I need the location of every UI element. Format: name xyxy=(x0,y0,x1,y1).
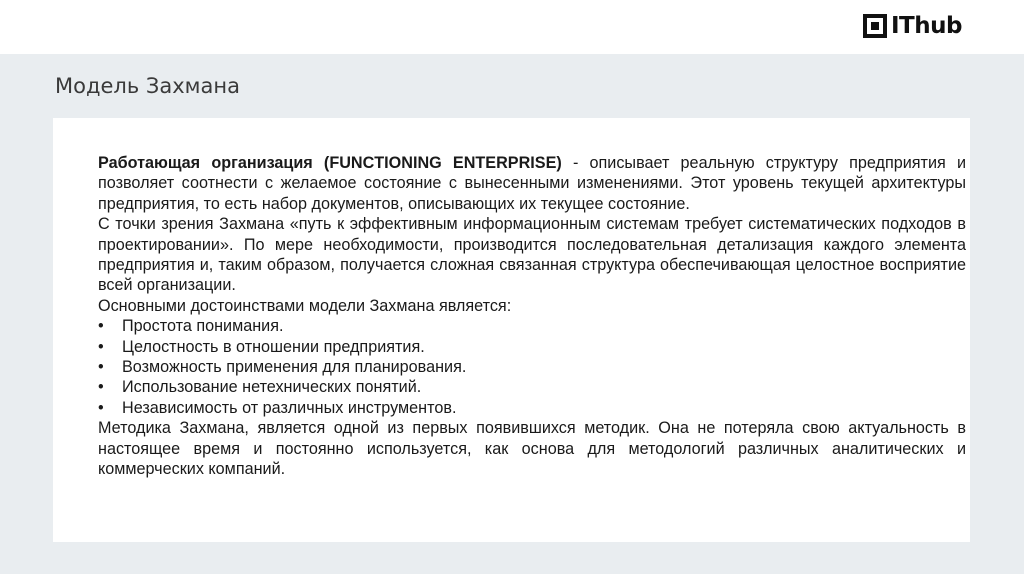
list-item-text: Простота понимания. xyxy=(122,317,284,336)
intro-paragraph xyxy=(98,153,966,214)
list-item xyxy=(98,398,966,418)
list-item-text: Независимость от различных инструментов. xyxy=(122,398,457,417)
list-item xyxy=(98,357,966,377)
list-item xyxy=(98,377,966,397)
page-title: Модель Захмана xyxy=(55,74,240,98)
bullet-icon: • xyxy=(98,358,104,377)
list-item-text: Использование нетехнических понятий. xyxy=(122,378,422,397)
advantages-list xyxy=(98,316,966,418)
text-block xyxy=(98,153,966,480)
list-item-text: Возможность применения для планирования. xyxy=(122,358,467,377)
bullet-icon: • xyxy=(98,378,104,397)
bullet-icon: • xyxy=(98,317,104,336)
intro-bold-term: Работающая организация (FUNCTIONING ENTERPRISE) xyxy=(98,154,562,172)
list-item xyxy=(98,337,966,357)
ithub-logo xyxy=(863,12,962,40)
logo-text: IThub xyxy=(891,13,962,39)
header-bar xyxy=(0,0,1024,54)
approach-paragraph: С точки зрения Захмана «путь к эффективным информационным системам требует систематических подходов в проектировании». По мере необходимости, производится последовательная детализация каждого элемента предприятия и, таким образом, получается сложная связанная структура обеспечивающая целостное восприятие всей организации. xyxy=(98,215,966,295)
advantages-heading: Основными достоинствами модели Захмана является: xyxy=(98,296,512,315)
ithub-logo-icon xyxy=(863,14,887,38)
list-item-text: Целостность в отношении предприятия. xyxy=(122,337,425,356)
conclusion-paragraph: Методика Захмана, является одной из первых появившихся методик. Она не потеряла свою актуальность в настоящее время и постоянно используется, как основа для методологий различных аналитических и коммерческих компаний. xyxy=(98,419,966,479)
intro-text: - описывает реальную структуру предприятия и позволяет соотнести с желаемое состояние с вынесенными изменениями. Этот уровень текущей архитектуры предприятия, то есть набор документов, описывающих их текущее состояние. xyxy=(98,154,966,213)
bullet-icon: • xyxy=(98,337,104,356)
bullet-icon: • xyxy=(98,398,104,417)
content-panel xyxy=(53,118,970,542)
list-item xyxy=(98,316,966,336)
